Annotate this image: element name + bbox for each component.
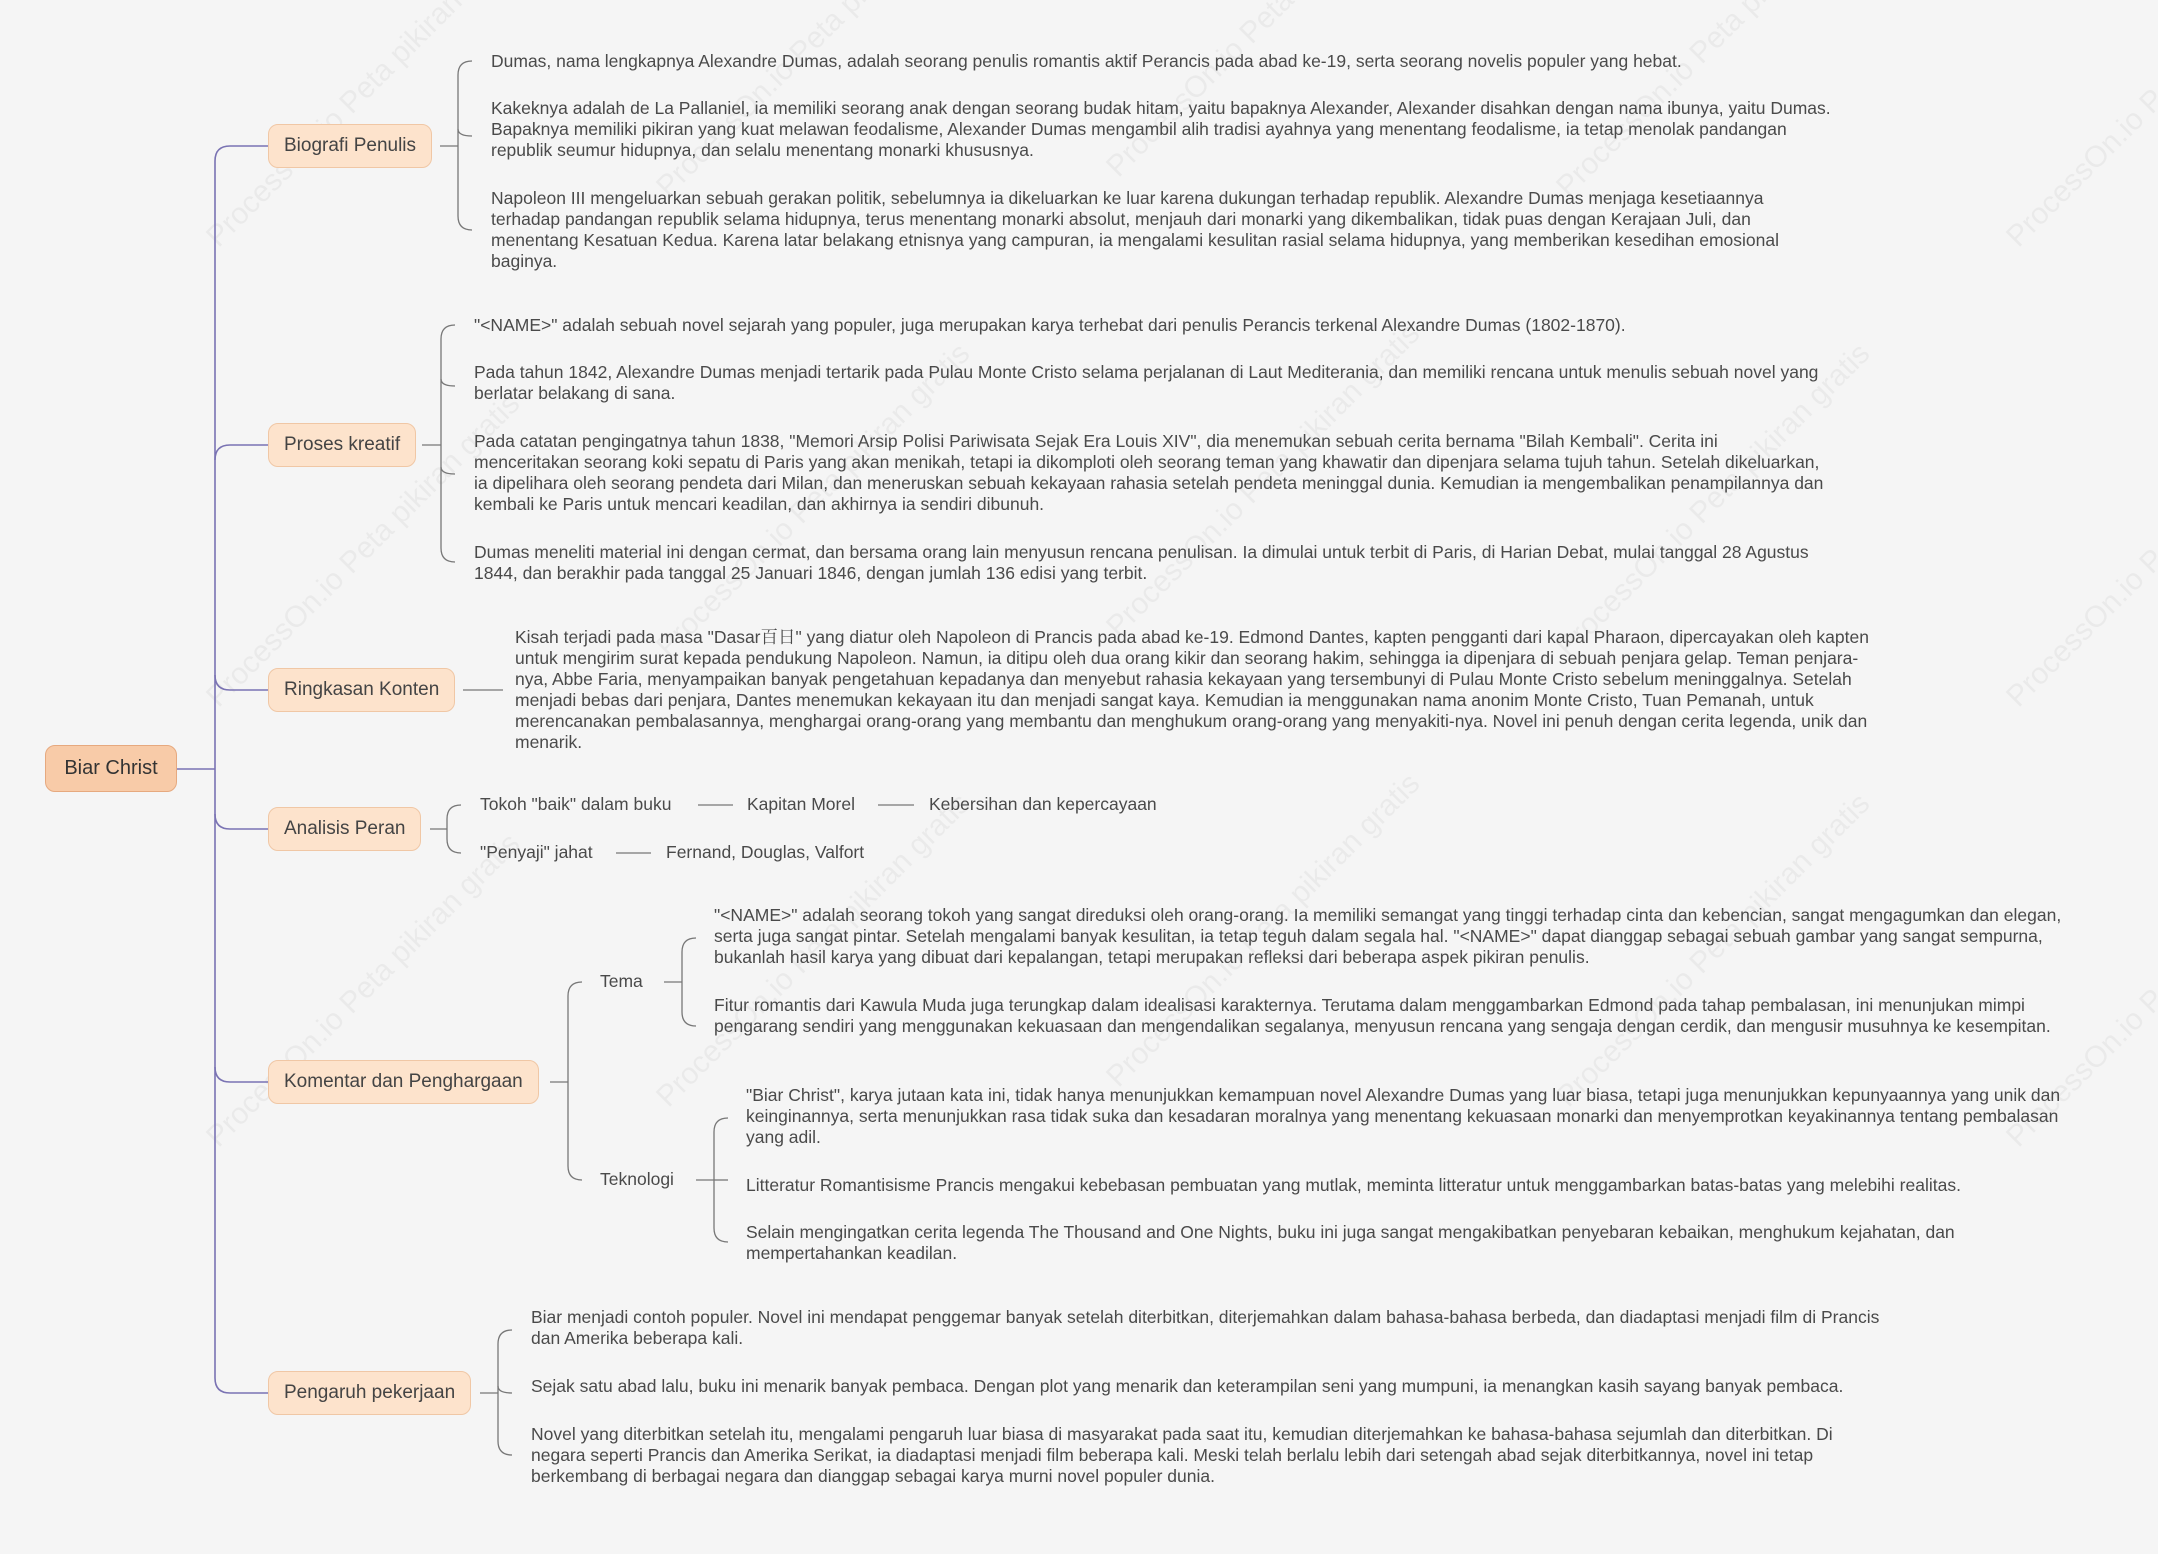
branch-label: Proses kreatif	[284, 434, 401, 455]
branch-biografi-penulis[interactable]	[268, 124, 432, 168]
branch-proses-kreatif[interactable]	[268, 423, 416, 467]
branch-label: Analisis Peran	[284, 818, 406, 839]
proses-text-2: Pada tahun 1842, Alexandre Dumas menjadi tertarik pada Pulau Monte Cristo selama perjalanan di Laut Mediterania, dan memiliki rencana untuk menulis sebuah novel yang berlatar belakang di sana.	[474, 362, 1819, 403]
pengaruh-text-3: Novel yang diterbitkan setelah itu, mengalami pengaruh luar biasa di masyarakat pada saat itu, kemudian diterjemahkan ke bahasa-bahasa sejumlah dan diterbitkan. Di negara seperti Prancis dan Amerika Serikat, ia diadaptasi menjadi film beberapa kali. Meski telah berlalu lebih dari setengah abad sejak diterbitkannya, novel ini tetap berkembang di berbagai negara dan dianggap sebagai karya murni novel populer dunia.	[531, 1424, 1833, 1486]
analisis-good-child: Kapitan Morel	[747, 794, 855, 814]
branch-label: Biografi Penulis	[284, 135, 417, 156]
connector	[441, 379, 455, 386]
biografi-text-3: Napoleon III mengeluarkan sebuah gerakan politik, sebelumnya ia dikeluarkan ke luar karena dukungan terhadap republik. Alexandre Dumas menjaga kesetiaannya terhadap pandangan republik selama hidupnya, terus menentang monarki absolut, menjauh dari monarki yang dikembalikan, tidak puas dengan Kerajaan Juli, dan menentang Kesatuan Kedua. Karena latar belakang etnisnya yang campuran, ia mengalami kesulitan rasial selama hidupnya, yang memberikan kesedihan emosional baginya.	[491, 188, 1780, 271]
proses-text-4: Dumas meneliti material ini dengan cermat, dan bersama orang lain menyusun rencana penulisan. Ia dimulai untuk terbit di Paris, di Harian Debat, mulai tanggal 28 Agustus 1844, dan berakhir pada tanggal 25 Januari 1846, dengan jumlah 136 edisi yang terbit.	[474, 542, 1809, 583]
connector	[215, 1067, 268, 1082]
root-label: Biar Christ	[64, 757, 158, 779]
branch-komentar-penghargaan[interactable]	[268, 1060, 539, 1104]
branch-label: Pengaruh pekerjaan	[284, 1382, 456, 1403]
teknologi-text-2: Litteratur Romantisisme Prancis mengakui kebebasan pembuatan yang mutlak, meminta litteratur untuk menggambarkan batas-batas yang melebihi realitas.	[746, 1175, 1961, 1195]
branch-label: Komentar dan Penghargaan	[284, 1071, 523, 1092]
branch-pengaruh-pekerjaan[interactable]	[268, 1371, 471, 1415]
analisis-bad-child: Fernand, Douglas, Valfort	[666, 842, 865, 862]
connector	[441, 467, 455, 474]
biografi-text-1: Dumas, nama lengkapnya Alexandre Dumas, adalah seorang penulis romantis aktif Perancis pada abad ke-19, serta seorang novelis populer yang hebat.	[491, 51, 1682, 71]
ringkasan-text: Kisah terjadi pada masa "Dasar百日" yang diatur oleh Napoleon di Prancis pada abad ke-19. Edmond Dantes, kapten pengganti dari kapal Pharaon, dipercayakan oleh kapten untuk mengirim surat kepada pendukung Napoleon. Namun, ia ditipu oleh dua orang kikir dan seorang hakim, sehingga ia dipenjara di sebuah penjara gelap. Teman penjara-nya, Abbe Faria, menyampaikan banyak pengetahuan kepadanya dan menyebut rahasia kekayaan yang tersembunyi di Pulau Monte Cristo sebelum meninggalnya. Setelah menjadi bebas dari penjara, Dantes menemukan kekayaan itu dan menjadi sangat kaya. Kemudian ia menggunakan nama anonim Monte Cristo, Tuan Pemanah, untuk merencanakan pembalasannya, menghargai orang-orang yang membantu dan menghukum orang-orang yang menyakiti-nya. Novel ini penuh dengan cerita legenda, unik dan menarik.	[515, 627, 1869, 752]
connector	[458, 129, 472, 136]
proses-text-3: Pada catatan pengingatnya tahun 1838, "Memori Arsip Polisi Pariwisata Sejak Era Louis XIV", dia menemukan sebuah cerita bernama "Bilah Kembali". Cerita ini menceritakan seorang koki sepatu di Paris yang akan menikah, tetapi ia dikomploti oleh seorang teman yang khawatir dan dipenjara selama tujuh tahun. Setelah dikeluarkan, ia dipelihara oleh seorang pendeta dari Milan, dan meneruskan sebuah kekayaan rahasia setelah pendeta meninggal dunia. Kemudian ia mengembalikan penampilannya dan kembali ke Paris untuk mencari keadilan, dan akhirnya ia sendiri dibunuh.	[474, 431, 1824, 514]
analisis-good-grandchild: Kebersihan dan kepercayaan	[929, 794, 1157, 814]
pengaruh-text-2: Sejak satu abad lalu, buku ini menarik banyak pembaca. Dengan plot yang menarik dan keterampilan seni yang mumpuni, ia menangkan kasih sayang banyak pembaca.	[531, 1376, 1844, 1396]
teknologi-text-3: Selain mengingatkan cerita legenda The Thousand and One Nights, buku ini juga sangat mengakibatkan penyebaran kebaikan, menghukum kejahatan, dan mempertahankan keadilan.	[746, 1222, 1955, 1263]
teknologi-text-1: "Biar Christ", karya jutaan kata ini, tidak hanya menunjukkan kemampuan novel Alexandre Dumas yang luar biasa, tetapi juga menunjukkan kepunyaannya yang unik dan keinginannya, serta menunjukkan rasa tidak suka dan kesadaran moralnya yang menentang kekuasaan monarki dan menyemprotkan keyakinannya tentang pembalasan yang adil.	[746, 1085, 2061, 1147]
connector	[447, 805, 461, 853]
branch-analisis-peran[interactable]	[268, 807, 421, 851]
connector	[458, 61, 472, 230]
connector	[215, 814, 268, 829]
analisis-bad-label: "Penyaji" jahat	[480, 842, 593, 862]
biografi-text-2: Kakeknya adalah de La Pallaniel, ia memiliki seorang anak dengan seorang budak hitam, yaitu bapaknya Alexander, Alexander disahkan dengan nama ibunya, yaitu Dumas. Bapaknya memiliki pikiran yang kuat melawan feodalisme, Alexander Dumas mengambil alih tradisi ayahnya yang menentang feodalisme, ia tetap menolak pandangan republik seumur hidupnya, dan selalu menentang monarki khususnya.	[491, 98, 1831, 160]
pengaruh-text-1: Biar menjadi contoh populer. Novel ini mendapat penggemar banyak setelah diterbitkan, diterjemahkan dalam bahasa-bahasa berbeda, dan diadaptasi menjadi film di Prancis dan Amerika beberapa kali.	[531, 1307, 1880, 1348]
proses-text-1: "<NAME>" adalah sebuah novel sejarah yang populer, juga merupakan karya terhebat dari penulis Perancis terkenal Alexandre Dumas (1802-1870).	[474, 315, 1626, 335]
connector	[441, 325, 455, 562]
connector	[215, 675, 268, 690]
komentar-tema-label: Tema	[600, 971, 643, 991]
analisis-good-label: Tokoh "baik" dalam buku	[480, 794, 672, 814]
connector	[498, 1386, 512, 1393]
connector	[215, 445, 268, 460]
tema-text-1: "<NAME>" adalah seorang tokoh yang sangat direduksi oleh orang-orang. Ia memiliki semangat yang tinggi terhadap cinta dan kebencian, sangat mengagumkan dan elegan, serta juga sangat pintar. Setelah mengalami banyak kesulitan, ia tetap teguh dalam segala hal. "<NAME>" dapat dianggap sebagai sebuah gambar yang sangat sempurna, bukanlah hasil karya yang dibuat dari kepalangan, tetapi merupakan refleksi dari beberapa aspek pikiran penulis.	[714, 905, 2062, 967]
connector	[215, 146, 268, 1393]
komentar-teknologi-label: Teknologi	[600, 1169, 674, 1189]
connector	[682, 938, 696, 1026]
branch-label: Ringkasan Konten	[284, 679, 440, 700]
branch-ringkasan-konten[interactable]	[268, 668, 455, 712]
tema-text-2: Fitur romantis dari Kawula Muda juga terungkap dalam idealisasi karakternya. Terutama dalam menggambarkan Edmond pada tahap pembalasan, ini menunjukan mimpi pengarang sendiri yang menggunakan kekuasaan dan mengendalikan segalanya, menyusun rencana yang sengaja dengan cerdik, dan mengusir musuhnya ke kesempitan.	[714, 995, 2051, 1036]
connector	[568, 982, 582, 1180]
root-node[interactable]	[45, 745, 177, 792]
